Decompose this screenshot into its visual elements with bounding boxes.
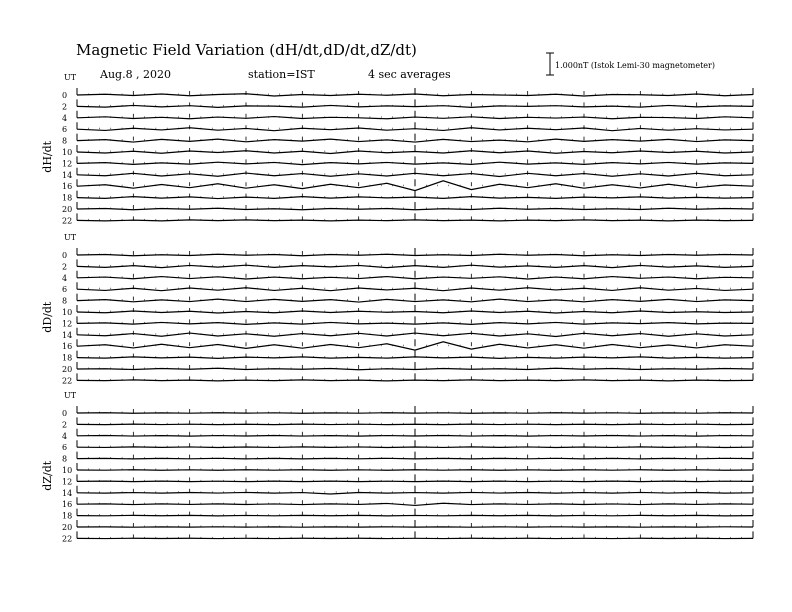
hour-label: 22 (62, 534, 73, 544)
hour-label: 8 (62, 136, 68, 146)
chart-title: Magnetic Field Variation (dH/dt,dD/dt,dZ/dt) (76, 41, 417, 59)
hour-label: 14 (62, 170, 73, 180)
panel-axis-label: dH/dt (41, 140, 54, 173)
hour-label: 0 (62, 91, 68, 100)
hour-label: 2 (62, 262, 68, 272)
hour-label: 6 (62, 125, 68, 135)
date-label: Aug.8 , 2020 (100, 68, 172, 81)
hour-label: 18 (62, 193, 73, 203)
hour-label: 16 (62, 500, 73, 510)
trace-line-22h (77, 220, 753, 221)
ut-label: UT (64, 391, 77, 400)
hour-label: 8 (62, 454, 68, 464)
panels (41, 73, 753, 543)
hour-label: 4 (62, 113, 68, 123)
panel-dhdt (41, 73, 753, 225)
hour-label: 18 (62, 511, 73, 521)
hour-label: 20 (62, 365, 73, 374)
hour-label: 22 (62, 376, 73, 386)
trace-line-22h (77, 380, 753, 381)
hour-label: 4 (62, 431, 68, 441)
hour-label: 6 (62, 285, 68, 295)
hour-label: 14 (62, 330, 73, 340)
ut-label: UT (64, 73, 77, 82)
trace-line-6h (77, 447, 753, 448)
hour-label: 4 (62, 273, 68, 283)
averaging-label: 4 sec averages (368, 68, 451, 81)
hour-label: 18 (62, 353, 73, 363)
panel-axis-label: dD/dt (41, 301, 54, 333)
panel-dzdt (41, 391, 753, 543)
hour-label: 8 (62, 296, 68, 306)
hour-label: 0 (62, 251, 68, 260)
trace-line-10h (77, 311, 753, 313)
trace-line-4h (77, 436, 753, 437)
trace-line-14h (77, 492, 753, 494)
hour-label: 14 (62, 488, 73, 498)
hour-label: 10 (62, 308, 73, 317)
hour-label: 10 (62, 466, 73, 475)
trace-line-8h (77, 458, 753, 459)
panel-dddt (41, 233, 753, 385)
scale-bar-label: 1.000nT (Istok Lemi-30 magnetometer) (555, 61, 715, 70)
ut-label: UT (64, 233, 77, 242)
hour-label: 16 (62, 342, 73, 352)
trace-line-18h (77, 357, 753, 358)
trace-line-0h (77, 413, 753, 414)
hour-label: 6 (62, 443, 68, 453)
scale-bar (546, 53, 715, 75)
hour-label: 20 (62, 523, 73, 532)
hour-label: 2 (62, 420, 68, 430)
hour-label: 16 (62, 182, 73, 192)
hour-label: 10 (62, 148, 73, 157)
panel-axis-label: dZ/dt (41, 460, 54, 491)
hour-label: 12 (62, 319, 73, 329)
trace-line-18h (77, 197, 753, 199)
hour-label: 12 (62, 477, 73, 487)
hour-label: 2 (62, 102, 68, 112)
hour-label: 20 (62, 205, 73, 214)
hour-label: 12 (62, 159, 73, 169)
hour-label: 0 (62, 409, 68, 418)
trace-line-10h (77, 470, 753, 471)
hour-label: 22 (62, 216, 73, 226)
station-label: station=IST (248, 68, 315, 81)
